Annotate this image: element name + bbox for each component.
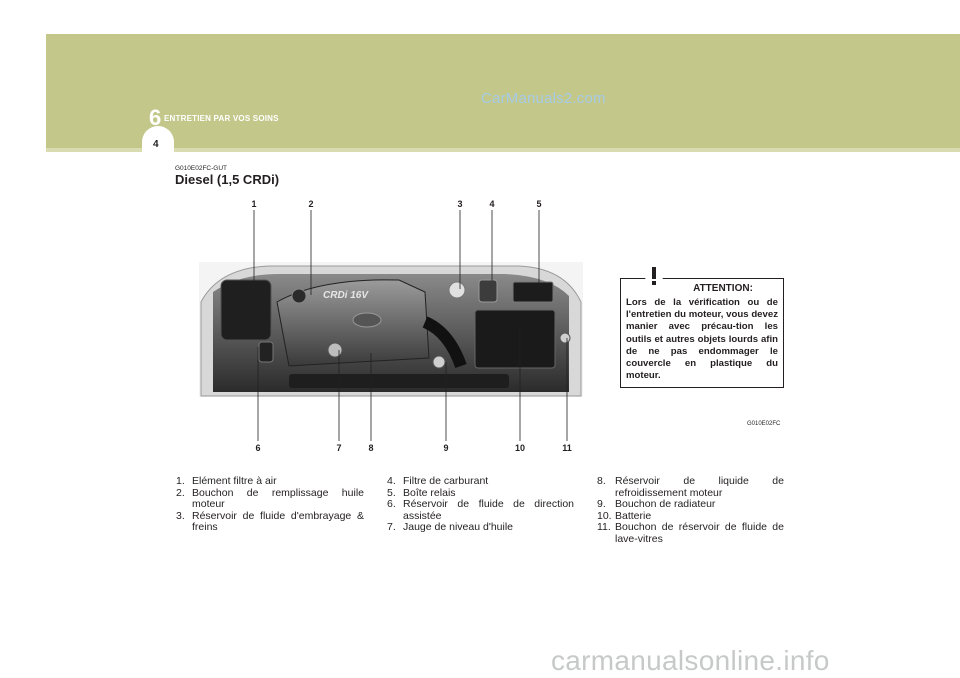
legend-item-text: Boîte relais (403, 486, 456, 499)
callout-10: 10 (514, 443, 525, 453)
legend-item-text: Réservoir de fluide de direction assistée (403, 498, 574, 522)
legend-item-number: 5. (387, 486, 396, 499)
section-code: G010E02FC-GUT (175, 165, 228, 172)
legend-item-number: 3. (176, 509, 185, 522)
attention-text: Lors de la vérification ou de l'entretien du moteur, vous devez manier avec précau-tion les outils et autres objets lourds afin de ne pas endommager le couvercle en plastique du moteur. (626, 297, 778, 382)
power-steering-reservoir (259, 342, 273, 362)
legend-item-text: Bouchon de réservoir de fluide de lave-vitres (615, 521, 784, 545)
callout-4: 4 (489, 199, 495, 209)
legend-item-text: Elément filtre à air (192, 475, 277, 487)
legend-item (387, 522, 574, 534)
watermark-bottom: carmanualsonline.info (551, 645, 830, 676)
relay-box (513, 282, 553, 302)
brake-fluid-reservoir (449, 282, 465, 298)
figure-code: G010E02FC (747, 421, 781, 427)
header-divider (46, 148, 960, 152)
legend-item-number: 4. (387, 475, 396, 487)
callout-9: 9 (443, 443, 449, 453)
engine-badge: CRDi 16V (323, 290, 369, 301)
attention-title: ATTENTION: (693, 283, 753, 294)
front-cross-member (289, 374, 509, 388)
section-heading: Diesel (1,5 CRDi) (175, 172, 280, 187)
legend-item (597, 476, 784, 499)
cover-emblem (353, 313, 381, 327)
legend-item-number: 7. (387, 521, 396, 534)
radiator-cap (433, 356, 445, 368)
air-filter-housing (221, 280, 271, 340)
callout-8: 8 (368, 443, 374, 453)
legend-column-1 (176, 476, 364, 534)
callout-2: 2 (308, 199, 314, 209)
chapter-title: ENTRETIEN PAR VOS SOINS (164, 114, 279, 123)
engine-bay-illustration (199, 262, 583, 397)
legend-item-number: 1. (176, 475, 185, 487)
legend-item-number: 10. (597, 509, 612, 522)
callout-7: 7 (336, 443, 342, 453)
legend-item-text: Filtre de carburant (403, 475, 489, 487)
legend-item-number: 6. (387, 498, 396, 511)
page-number: 4 (153, 139, 159, 150)
washer-cap (560, 333, 570, 343)
legend-item-text: Bouchon de radiateur (615, 498, 716, 511)
callout-6: 6 (255, 443, 261, 453)
oil-filler-cap (292, 289, 306, 303)
legend-item (387, 499, 574, 522)
watermark-top: CarManuals2.com (481, 90, 606, 107)
legend-column-2 (387, 476, 574, 534)
callout-11: 11 (562, 443, 572, 453)
callout-5: 5 (536, 199, 542, 209)
legend-item-text: Bouchon de remplissage huile moteur (192, 486, 364, 511)
legend-item-text: Jauge de niveau d'huile (403, 521, 514, 534)
oil-dipstick (328, 343, 342, 357)
legend-item-text: Réservoir de fluide d'embrayage & freins (192, 509, 364, 534)
battery (475, 310, 555, 368)
legend-item (176, 488, 364, 511)
legend-item (176, 511, 364, 534)
legend-item-text: Réservoir de liquide de refroidissement moteur (615, 475, 784, 499)
legend-item-number: 11. (597, 521, 611, 534)
callout-3: 3 (457, 199, 463, 209)
legend-item (597, 522, 784, 545)
chapter-number: 6 (149, 105, 162, 130)
legend-item-number: 2. (176, 486, 185, 499)
legend-item-text: Batterie (615, 509, 652, 522)
legend-item-number: 8. (597, 475, 606, 487)
fuel-filter (479, 280, 497, 302)
attention-box (620, 278, 784, 388)
legend-column-3 (597, 476, 784, 546)
callout-1: 1 (251, 199, 257, 209)
legend-item-number: 9. (597, 498, 606, 511)
